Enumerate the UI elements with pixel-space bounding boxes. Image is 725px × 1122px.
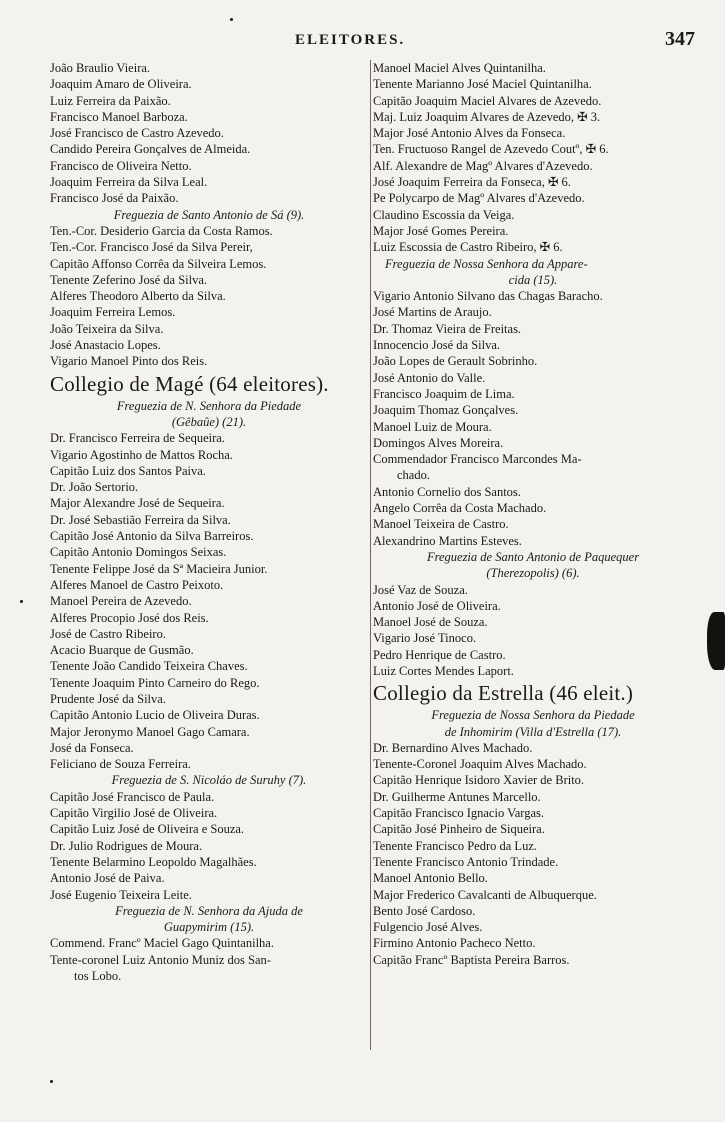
elector-entry: Major José Antonio Alves da Fonseca. (373, 126, 566, 141)
elector-entry: Angelo Corrêa da Costa Machado. (373, 501, 547, 516)
elector-entry: Capitão Virgilio José de Oliveira. (50, 806, 218, 821)
elector-entry: Luiz Ferreira da Paixão. (50, 93, 171, 108)
elector-entry: Dr. João Sertorio. (50, 480, 139, 495)
page-number: 347 (665, 28, 695, 50)
elector-entry: José de Castro Ribeiro. (50, 626, 166, 641)
elector-entry: Tenente João Candido Teixeira Chaves. (50, 659, 248, 674)
elector-entry: Dr. Julio Rodrigues de Moura. (50, 838, 203, 853)
parish-heading: Freguezia de Santo Antonio de Sá (9). (113, 207, 305, 222)
elector-entry: Tenente Zeferino José da Silva. (50, 272, 208, 287)
elector-entry: José Joaquim Ferreira da Fonseca, ✠ 6. (373, 175, 571, 190)
elector-entry: Dr. José Sebastião Ferreira da Silva. (50, 512, 231, 527)
elector-entry: Joaquim Thomaz Gonçalves. (373, 403, 519, 418)
elector-entry: José Eugenio Teixeira Leite. (50, 887, 192, 902)
elector-entry: Capitão Antonio Domingos Seixas. (50, 545, 227, 560)
elector-entry: Firmino Antonio Pacheco Netto. (373, 936, 536, 951)
elector-entry: José Francisco de Castro Azevedo. (50, 126, 224, 141)
elector-entry: Vigario Manoel Pinto dos Reis. (50, 354, 208, 369)
elector-entry: Major José Gomes Pereira. (373, 223, 509, 238)
college-heading: Collegio da Estrella (46 eleit.) (373, 681, 634, 706)
elector-entry: Francisco de Oliveira Netto. (50, 158, 192, 173)
elector-entry: Ten.-Cor. Desiderio Garcia da Costa Ramos. (50, 223, 273, 238)
parish-heading: Freguezia de Nossa Senhora da Appare- (385, 256, 588, 271)
elector-entry: Acacio Buarque de Gusmão. (50, 643, 194, 658)
elector-entry: Commendador Francisco Marcondes Ma- (373, 452, 582, 467)
parish-heading: Guapymirim (15). (163, 920, 255, 935)
ink-speck (20, 600, 23, 603)
elector-entry: Innocencio José da Silva. (373, 338, 501, 353)
elector-entry: Manoel Teixeira de Castro. (373, 517, 509, 532)
elector-entry: Antonio José de Paiva. (50, 871, 165, 886)
elector-entry: José da Fonseca. (50, 740, 134, 755)
elector-entry: José Martins de Araujo. (373, 305, 492, 320)
parish-heading: Freguezia de Santo Antonio de Paquequer (426, 549, 640, 564)
elector-entry: Dr. Thomaz Vieira de Freitas. (373, 321, 522, 336)
elector-entry: Major Frederico Cavalcanti de Albuquerque. (373, 887, 597, 902)
parish-heading: de Inhomirim (Villa d'Estrella (17). (444, 724, 622, 739)
elector-entry: Prudente José da Silva. (50, 691, 166, 706)
elector-entry: Luiz Escossia de Castro Ribeiro, ✠ 6. (373, 240, 563, 255)
elector-entry: Francisco Manoel Barboza. (50, 109, 188, 124)
elector-entry: Major Jeronymo Manoel Gago Camara. (50, 724, 250, 739)
elector-entry: Ten.-Cor. Francisco José da Silva Pereir, (50, 240, 253, 255)
elector-entry: Vigario Antonio Silvano das Chagas Baracho. (373, 289, 603, 304)
elector-entry-continuation: chado. (397, 468, 430, 483)
elector-entry: Capitão Affonso Corrêa da Silveira Lemos. (50, 256, 267, 271)
elector-entry: Manoel Pereira de Azevedo. (50, 594, 192, 609)
elector-entry: Manoel José de Souza. (373, 615, 488, 630)
elector-entry: Vigario José Tinoco. (373, 631, 477, 646)
elector-entry: Capitão Luiz dos Santos Paiva. (50, 463, 206, 478)
elector-entry: Vigario Agostinho de Mattos Rocha. (50, 447, 233, 462)
elector-entry: Alf. Alexandre de Magº Alvares d'Azevedo. (373, 158, 593, 173)
elector-entry: Capitão Luiz José de Oliveira e Souza. (50, 822, 245, 837)
elector-entry: Capitão Francº Baptista Pereira Barros. (373, 952, 570, 967)
elector-entry: Tenente Felippe José da Sª Macieira Junior. (50, 561, 268, 576)
elector-entry: Luiz Cortes Mendes Laport. (373, 663, 514, 678)
parish-heading: Freguezia de S. Nicoláo de Suruhy (7). (111, 773, 307, 788)
ink-speck (50, 1080, 53, 1083)
ink-blot (707, 612, 725, 670)
elector-entry: Manoel Antonio Bello. (373, 871, 488, 886)
college-heading: Collegio de Magé (64 eleitores). (50, 371, 329, 396)
elector-entry: José Anastacio Lopes. (50, 338, 161, 353)
elector-entry: Feliciano de Souza Ferreira. (50, 757, 191, 772)
elector-entry: Tenente Francisco Antonio Trindade. (373, 854, 559, 869)
elector-entry: José Antonio do Valle. (373, 370, 486, 385)
parish-heading: (Gêbaûe) (21). (171, 414, 247, 429)
elector-entry: Tente-coronel Luiz Antonio Muniz dos San- (50, 952, 271, 967)
elector-entry: Domingos Alves Moreira. (373, 435, 504, 450)
elector-entry: João Braulio Vieira. (50, 61, 151, 75)
elector-entry: José Vaz de Souza. (373, 582, 468, 597)
left-column (50, 60, 368, 984)
elector-entry: João Lopes de Gerault Sobrinho. (373, 354, 538, 369)
ink-speck (230, 18, 233, 21)
elector-entry: Capitão José Pinheiro de Siqueira. (373, 822, 545, 837)
page-header (0, 28, 725, 58)
elector-entry: Capitão Henrique Isidoro Xavier de Brito. (373, 773, 585, 788)
elector-entry: Capitão Francisco Ignacio Vargas. (373, 806, 545, 821)
elector-entry: Antonio Cornelio dos Santos. (373, 484, 521, 499)
elector-entry: Bento José Cardoso. (373, 903, 476, 918)
elector-entry: Tenente-Coronel Joaquim Alves Machado. (373, 757, 587, 772)
elector-entry: Maj. Luiz Joaquim Alvares de Azevedo, ✠ 3. (373, 109, 601, 124)
parish-heading: Freguezia de N. Senhora da Piedade (116, 398, 302, 413)
parish-heading: Freguezia de Nossa Senhora da Piedade (431, 708, 635, 723)
elector-entry: Alferes Theodoro Alberto da Silva. (50, 289, 226, 304)
elector-entry: Joaquim Ferreira da Silva Leal. (50, 175, 208, 190)
elector-entry: Francisco José da Paixão. (50, 191, 179, 206)
parish-heading: Freguezia de N. Senhora da Ajuda de (115, 903, 303, 918)
elector-entry: Manoel Luiz de Moura. (373, 419, 492, 434)
elector-entry: Tenente Francisco Pedro da Luz. (373, 838, 537, 853)
running-title: ELEITORES. (295, 32, 406, 48)
elector-entry: Capitão José Antonio da Silva Barreiros. (50, 529, 254, 544)
elector-entry: Ten. Fructuoso Rangel de Azevedo Coutº, ✠ 6. (373, 142, 609, 157)
elector-entry: Candido Pereira Gonçalves de Almeida. (50, 142, 251, 157)
elector-entry: Joaquim Amaro de Oliveira. (50, 77, 192, 92)
elector-entry: Alexandrino Martins Esteves. (373, 533, 522, 548)
elector-entry: Antonio José de Oliveira. (373, 598, 501, 613)
elector-entry: Dr. Francisco Ferreira de Sequeira. (50, 431, 225, 446)
elector-entry: Dr. Bernardino Alves Machado. (373, 740, 533, 755)
parish-heading: cida (15). (508, 272, 558, 287)
elector-entry: Manoel Maciel Alves Quintanilha. (373, 61, 546, 75)
elector-entry: Alferes Manoel de Castro Peixoto. (50, 577, 224, 592)
elector-entry: Major Alexandre José de Sequeira. (50, 496, 225, 511)
elector-entry: João Teixeira da Silva. (50, 321, 164, 336)
elector-entry: Fulgencio José Alves. (373, 920, 483, 935)
elector-entry: Capitão José Francisco de Paula. (50, 789, 215, 804)
right-column (370, 60, 693, 1050)
elector-entry: Tenente Marianno José Maciel Quintanilha. (373, 77, 592, 92)
elector-entry: Francisco Joaquim de Lima. (373, 386, 515, 401)
elector-entry: Tenente Belarmino Leopoldo Magalhães. (50, 854, 257, 869)
elector-entry-continuation: tos Lobo. (74, 969, 122, 984)
elector-entry: Capitão Antonio Lucio de Oliveira Duras. (50, 708, 260, 723)
elector-entry: Commend. Francº Maciel Gago Quintanilha. (50, 936, 274, 951)
elector-entry: Capitão Joaquim Maciel Alvares de Azevedo. (373, 93, 602, 108)
parish-heading: (Therezopolis) (6). (486, 566, 580, 581)
elector-entry: Pedro Henrique de Castro. (373, 647, 506, 662)
elector-entry: Dr. Guilherme Antunes Marcello. (373, 789, 541, 804)
elector-entry: Tenente Joaquim Pinto Carneiro do Rego. (50, 675, 260, 690)
elector-entry: Alferes Procopio José dos Reis. (50, 610, 209, 625)
elector-entry: Joaquim Ferreira Lemos. (50, 305, 176, 320)
elector-entry: Claudino Escossia da Veiga. (373, 207, 515, 222)
elector-entry: Pe Polycarpo de Magº Alvares d'Azevedo. (373, 191, 585, 206)
